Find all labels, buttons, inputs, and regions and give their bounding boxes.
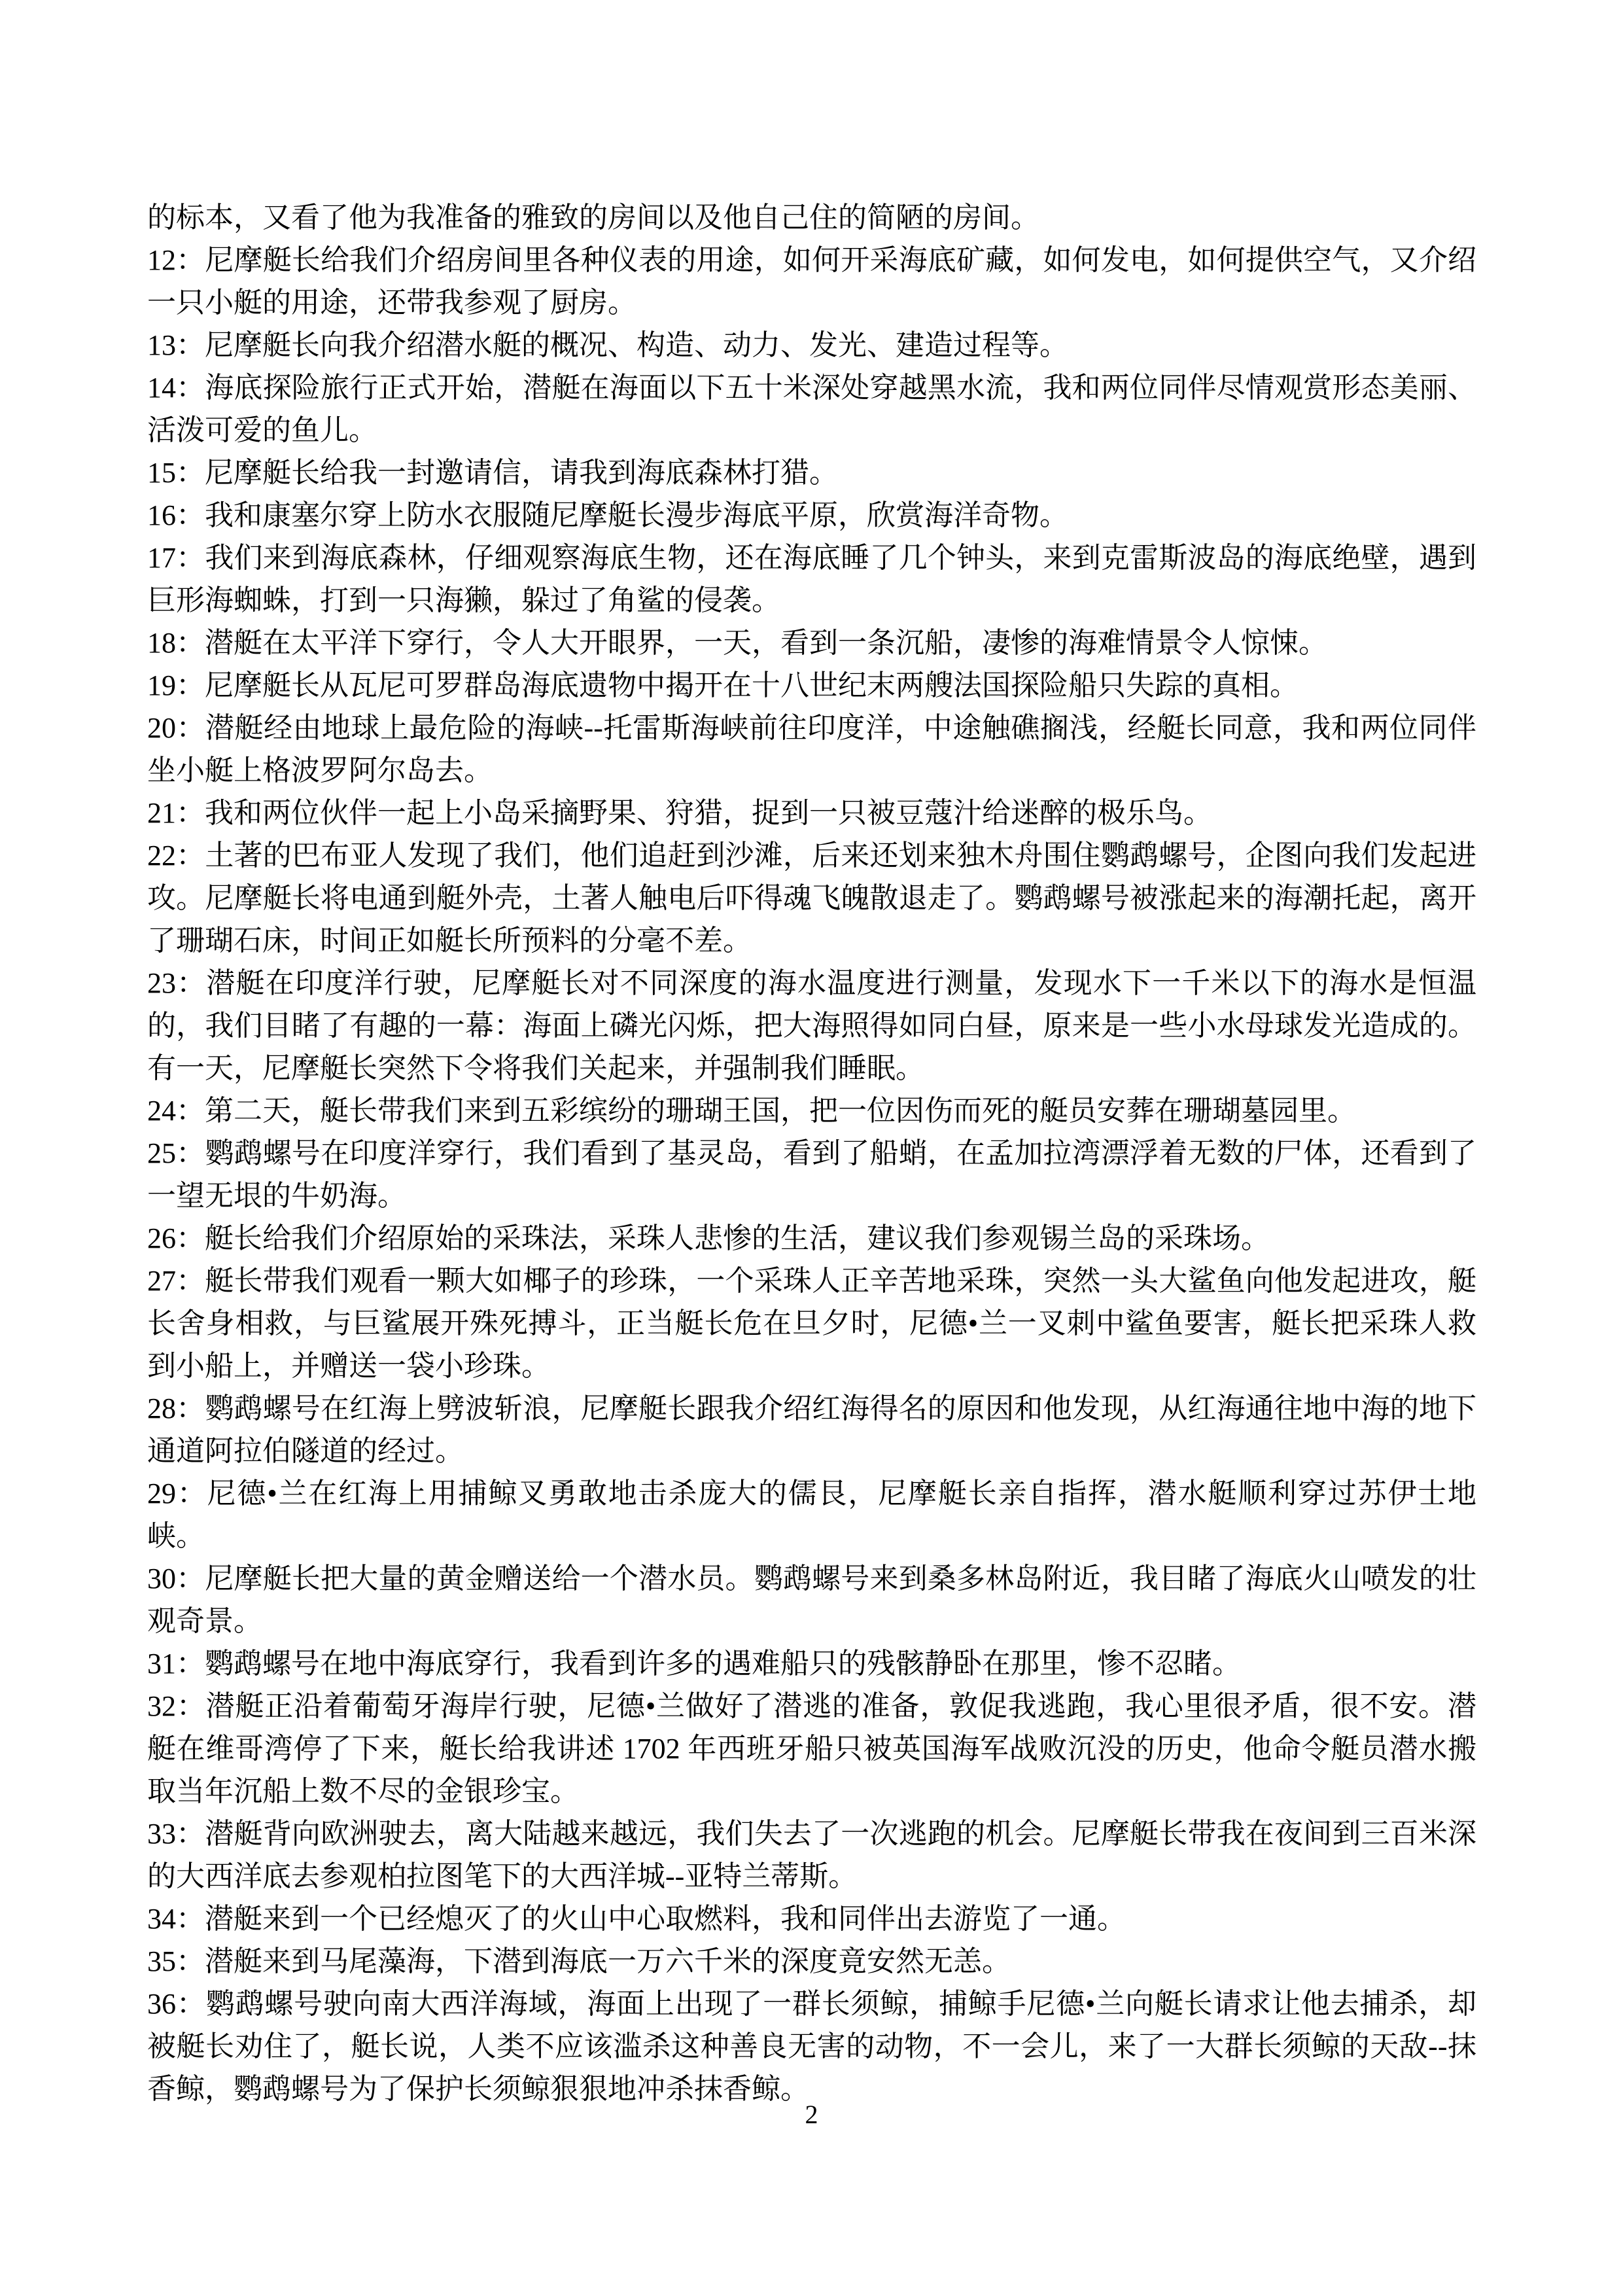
summary-item-33: 33：潜艇背向欧洲驶去，离大陆越来越远，我们失去了一次逃跑的机会。尼摩艇长带我在夜间到三百米深的大西洋底去参观柏拉图笔下的大西洋城--亚特兰蒂斯。 [147, 1818, 1476, 1892]
page-footer [0, 2099, 1623, 2130]
page-content [147, 196, 1476, 2110]
summary-item-14: 14：海底探险旅行正式开始，潜艇在海面以下五十米深处穿越黑水流，我和两位同伴尽情观赏形态美丽、活泼可爱的鱼儿。 [147, 372, 1476, 446]
summary-item-30: 30：尼摩艇长把大量的黄金赠送给一个潜水员。鹦鹉螺号来到桑多林岛附近，我目睹了海底火山喷发的壮观奇景。 [147, 1563, 1476, 1637]
summary-item-25: 25：鹦鹉螺号在印度洋穿行，我们看到了基灵岛，看到了船蛸，在孟加拉湾漂浮着无数的尸体，还看到了一望无垠的牛奶海。 [147, 1137, 1476, 1212]
summary-item-13: 13：尼摩艇长向我介绍潜水艇的概况、构造、动力、发光、建造过程等。 [147, 329, 1068, 361]
page-number: 2 [805, 2100, 818, 2129]
summary-item-12: 12：尼摩艇长给我们介绍房间里各种仪表的用途，如何开采海底矿藏，如何发电，如何提供空气，又介绍一只小艇的用途，还带我参观了厨房。 [147, 244, 1476, 319]
summary-item-31: 31：鹦鹉螺号在地中海底穿行，我看到许多的遇难船只的残骸静卧在那里，惨不忍睹。 [147, 1648, 1241, 1680]
summary-item-22: 22：土著的巴布亚人发现了我们，他们追赶到沙滩，后来还划来独木舟围住鹦鹉螺号，企图向我们发起进攻。尼摩艇长将电通到艇外壳，土著人触电后吓得魂飞魄散退走了。鹦鹉螺号被涨起来的海潮托起，离开了珊瑚石床，时间正如艇长所预料的分毫不差。 [147, 839, 1476, 957]
paragraph-continuation: 的标本，又看了他为我准备的雅致的房间以及他自己住的简陋的房间。 [147, 202, 1039, 234]
summary-item-35: 35：潜艇来到马尾藻海，下潜到海底一万六千米的深度竟安然无恙。 [147, 1945, 1011, 1977]
summary-item-19: 19：尼摩艇长从瓦尼可罗群岛海底遗物中揭开在十八世纪末两艘法国探险船只失踪的真相。 [147, 669, 1299, 701]
summary-item-29: 29：尼德•兰在红海上用捕鲸叉勇敢地击杀庞大的儒艮，尼摩艇长亲自指挥，潜水艇顺利穿过苏伊士地峡。 [147, 1477, 1476, 1552]
summary-item-26: 26：艇长给我们介绍原始的采珠法，采珠人悲惨的生活，建议我们参观锡兰岛的采珠场。 [147, 1222, 1270, 1254]
summary-item-18: 18：潜艇在太平洋下穿行，令人大开眼界，一天，看到一条沉船，凄惨的海难情景令人惊悚。 [147, 627, 1327, 659]
summary-item-15: 15：尼摩艇长给我一封邀请信，请我到海底森林打猎。 [147, 457, 838, 489]
summary-item-20: 20：潜艇经由地球上最危险的海峡--托雷斯海峡前往印度洋，中途触礁搁浅，经艇长同意，我和两位同伴坐小艇上格波罗阿尔岛去。 [147, 712, 1476, 786]
summary-item-27: 27：艇长带我们观看一颗大如椰子的珍珠，一个采珠人正辛苦地采珠，突然一头大鲨鱼向他发起进攻，艇长舍身相救，与巨鲨展开殊死搏斗，正当艇长危在旦夕时，尼德•兰一叉刺中鲨鱼要害，艇长把采珠人救到小船上，并赠送一袋小珍珠。 [147, 1265, 1476, 1382]
summary-item-28: 28：鹦鹉螺号在红海上劈波斩浪，尼摩艇长跟我介绍红海得名的原因和他发现，从红海通往地中海的地下通道阿拉伯隧道的经过。 [147, 1392, 1476, 1467]
summary-item-21: 21：我和两位伙伴一起上小岛采摘野果、狩猎，捉到一只被豆蔻汁给迷醉的极乐鸟。 [147, 797, 1212, 829]
summary-item-23: 23：潜艇在印度洋行驶，尼摩艇长对不同深度的海水温度进行测量，发现水下一千米以下的海水是恒温的，我们目睹了有趣的一幕：海面上磷光闪烁，把大海照得如同白昼，原来是一些小水母球发光造成的。有一天，尼摩艇长突然下令将我们关起来，并强制我们睡眠。 [147, 967, 1476, 1084]
summary-item-34: 34：潜艇来到一个已经熄灭了的火山中心取燃料，我和同伴出去游览了一通。 [147, 1903, 1126, 1935]
summary-item-36: 36：鹦鹉螺号驶向南大西洋海域，海面上出现了一群长须鲸，捕鲸手尼德•兰向艇长请求让他去捕杀，却被艇长劝住了，艇长说，人类不应该滥杀这种善良无害的动物，不一会儿，来了一大群长须鲸的天敌--抹香鲸，鹦鹉螺号为了保护长须鲸狠狠地冲杀抹香鲸。 [147, 1988, 1476, 2105]
summary-item-24: 24：第二天，艇长带我们来到五彩缤纷的珊瑚王国，把一位因伤而死的艇员安葬在珊瑚墓园里。 [147, 1095, 1356, 1127]
summary-item-17: 17：我们来到海底森林，仔细观察海底生物，还在海底睡了几个钟头，来到克雷斯波岛的海底绝壁，遇到巨形海蜘蛛，打到一只海獭，躲过了角鲨的侵袭。 [147, 542, 1476, 616]
summary-item-16: 16：我和康塞尔穿上防水衣服随尼摩艇长漫步海底平原，欣赏海洋奇物。 [147, 499, 1068, 531]
summary-item-32: 32：潜艇正沿着葡萄牙海岸行驶，尼德•兰做好了潜逃的准备，敦促我逃跑，我心里很矛盾，很不安。潜艇在维哥湾停了下来，艇长给我讲述 1702 年西班牙船只被英国海军战败沉没的历史，他命令艇员潜水搬取当年沉船上数不尽的金银珍宝。 [147, 1690, 1476, 1807]
